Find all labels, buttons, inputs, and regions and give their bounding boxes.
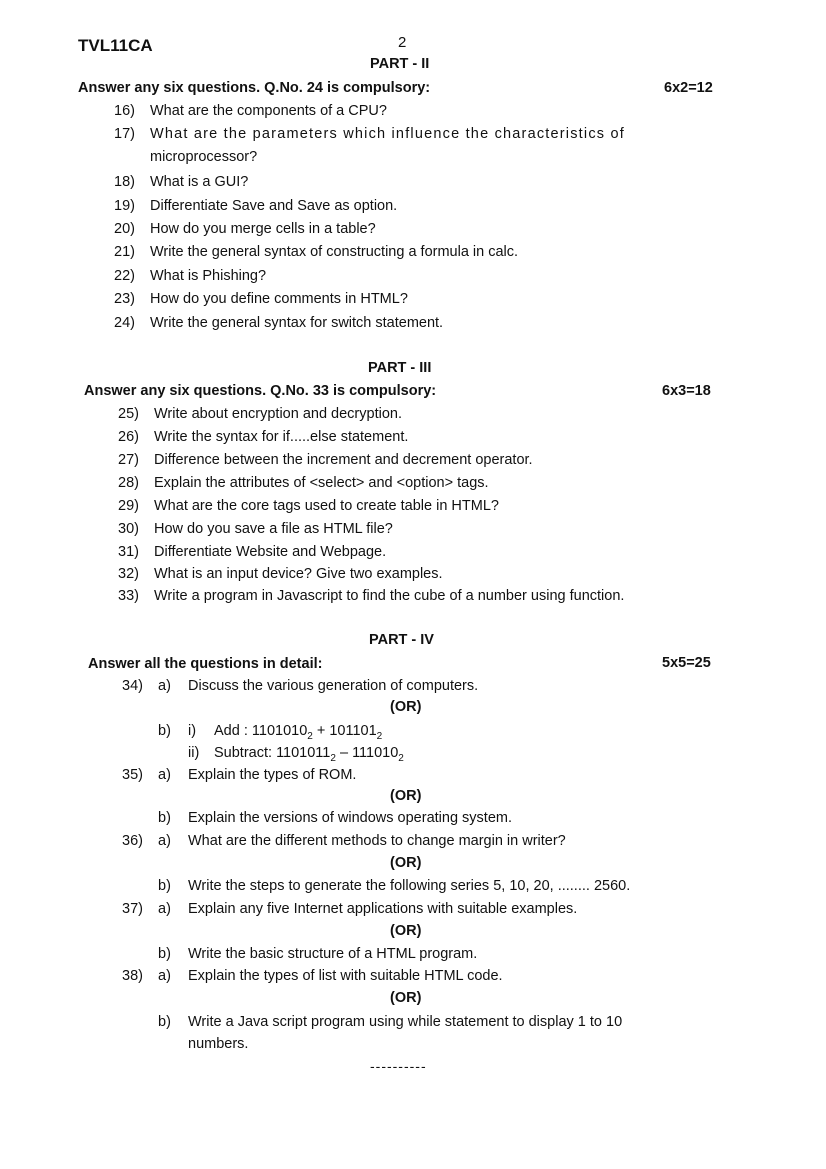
paper-code: TVL11CA xyxy=(78,36,153,55)
question-24: 24) Write the general syntax for switch statement. xyxy=(114,315,444,331)
question-37a: 37) a) Explain any five Internet applications with suitable examples. xyxy=(122,901,578,917)
part3-title: PART - III xyxy=(368,360,432,376)
question-27: 27) Difference between the increment and decrement operator. xyxy=(118,452,533,468)
question-30: 30) How do you save a file as HTML file? xyxy=(118,521,393,537)
question-25: 25) Write about encryption and decryption. xyxy=(118,406,402,422)
question-35b: b) Explain the versions of windows operating system. xyxy=(158,810,512,826)
question-36b: b) Write the steps to generate the following series 5, 10, 20, ........ 2560. xyxy=(158,878,631,894)
question-23: 23) How do you define comments in HTML? xyxy=(114,291,408,307)
end-rule: ---------- xyxy=(370,1058,427,1074)
question-17-cont: microprocessor? xyxy=(150,149,258,165)
question-18: 18) What is a GUI? xyxy=(114,174,249,190)
question-37b: b) Write the basic structure of a HTML program. xyxy=(158,946,478,962)
page-number: 2 xyxy=(398,34,407,51)
question-17: 17) What are the parameters which influence the characteristics of xyxy=(114,126,625,142)
part4-instruction: Answer all the questions in detail: xyxy=(88,656,323,672)
or-separator: (OR) xyxy=(390,923,422,939)
question-22: 22) What is Phishing? xyxy=(114,268,267,284)
part4-title: PART - IV xyxy=(369,632,434,648)
question-34a: 34) a) Discuss the various generation of computers. xyxy=(122,678,479,694)
part4-marks: 5x5=25 xyxy=(662,655,711,671)
part3-marks: 6x3=18 xyxy=(662,383,711,399)
or-separator: (OR) xyxy=(390,855,422,871)
or-separator: (OR) xyxy=(390,699,422,715)
or-separator: (OR) xyxy=(390,788,422,804)
question-35a: 35) a) Explain the types of ROM. xyxy=(122,767,357,783)
or-separator: (OR) xyxy=(390,990,422,1006)
question-34b-ii: ii) Subtract: $1101011_2 - 111010_2$ xyxy=(188,745,404,764)
part3-instruction: Answer any six questions. Q.No. 33 is compulsory: xyxy=(84,383,437,399)
question-38b-cont: numbers. xyxy=(188,1036,249,1052)
question-26: 26) Write the syntax for if.....else statement. xyxy=(118,429,409,445)
question-28: 28) Explain the attributes of <select> and <option> tags. xyxy=(118,475,489,491)
question-29: 29) What are the core tags used to create table in HTML? xyxy=(118,498,499,514)
question-21: 21) Write the general syntax of constructing a formula in calc. xyxy=(114,244,519,260)
question-32: 32) What is an input device? Give two examples. xyxy=(118,566,443,582)
question-33: 33) Write a program in Javascript to find the cube of a number using function. xyxy=(118,588,625,604)
part2-instruction: Answer any six questions. Q.No. 24 is compulsory: xyxy=(78,80,431,96)
question-36a: 36) a) What are the different methods to change margin in writer? xyxy=(122,833,566,849)
question-20: 20) How do you merge cells in a table? xyxy=(114,221,376,237)
part2-title: PART - II xyxy=(370,56,430,72)
question-38b: b) Write a Java script program using while statement to display 1 to 10 xyxy=(158,1014,623,1030)
question-31: 31) Differentiate Website and Webpage. xyxy=(118,544,387,560)
question-34b-i: b) i) Add : $1101010_2 + 101101_2$ xyxy=(158,723,383,742)
question-38a: 38) a) Explain the types of list with suitable HTML code. xyxy=(122,968,503,984)
question-16: 16) What are the components of a CPU? xyxy=(114,103,387,119)
question-19: 19) Differentiate Save and Save as option. xyxy=(114,198,398,214)
part2-marks: 6x2=12 xyxy=(664,80,713,96)
